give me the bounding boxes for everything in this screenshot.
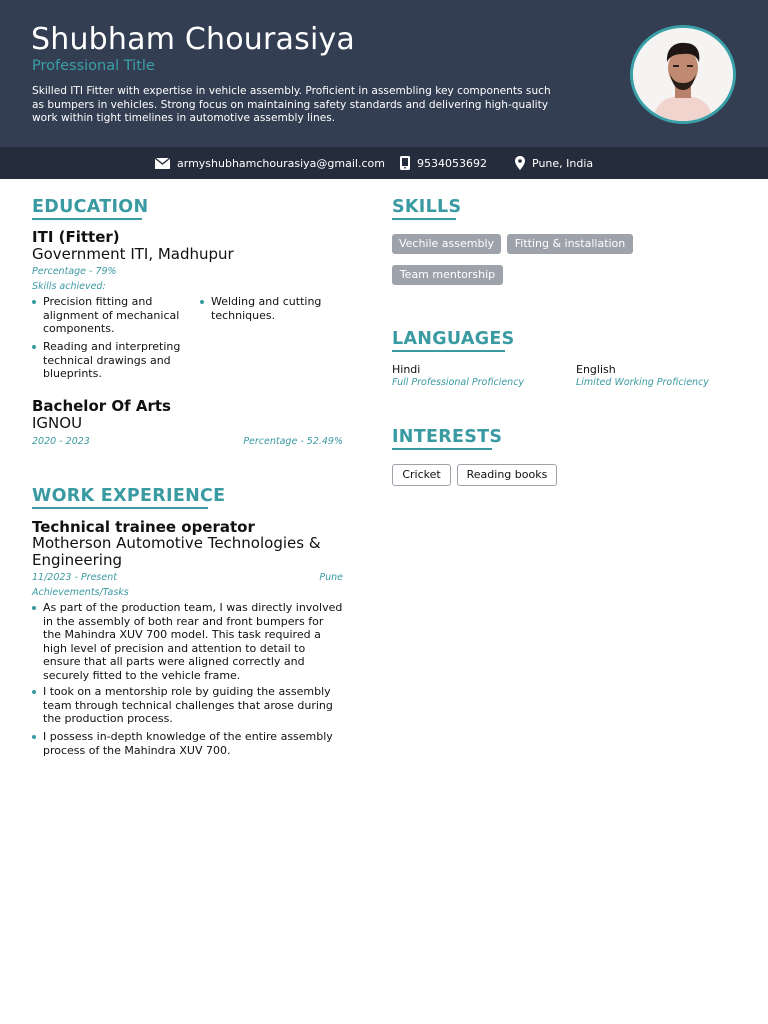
job-location: Pune (319, 572, 343, 583)
list-item: Welding and cutting techniques. (200, 295, 340, 322)
languages-underline (392, 350, 505, 352)
language-level: Limited Working Proficiency (576, 377, 709, 388)
skills-achieved-label: Skills achieved: (32, 281, 106, 292)
email-text: armyshubhamchourasiya@gmail.com (177, 156, 385, 170)
contact-email[interactable] (155, 147, 385, 179)
phone-text: 9534053692 (417, 156, 487, 170)
work-experience-underline (32, 507, 208, 509)
interests-heading: INTERESTS (392, 427, 503, 447)
envelope-icon (155, 158, 170, 169)
job-company: Motherson Automotive Technologies & Engineering (32, 534, 321, 569)
list-item: As part of the production team, I was directly involved in the assembly of both rear and front bumpers for the Mahindra XUV 700 model. This task required a high level of precision and attention to detail to ensure that all parts were aligned correctly and securely fitted to the vehicle frame. (32, 601, 344, 682)
education-underline (32, 218, 142, 220)
interest-tag: Cricket (392, 464, 451, 486)
education-heading: EDUCATION (32, 197, 149, 217)
list-item: I took on a mentorship role by guiding the assembly team through technical challenges that arose during the production process. (32, 685, 344, 726)
skill-tag: Team mentorship (392, 265, 503, 285)
list-item: Precision fitting and alignment of mechanical components. (32, 295, 182, 336)
education-school: Government ITI, Madhupur (32, 245, 234, 263)
contact-location (515, 147, 593, 179)
education-dates: 2020 - 2023 (32, 436, 90, 447)
skill-tag: Fitting & installation (507, 234, 633, 254)
job-role: Technical trainee operator (32, 518, 255, 536)
work-experience-heading: WORK EXPERIENCE (32, 486, 226, 506)
education-degree: Bachelor Of Arts (32, 397, 171, 415)
phone-icon (400, 156, 410, 170)
profile-photo (630, 25, 736, 124)
language-name: English (576, 363, 616, 376)
map-pin-icon (515, 156, 525, 170)
education-percentage: Percentage - 52.49% (243, 436, 343, 447)
skill-tag: Vechile assembly (392, 234, 501, 254)
education-percentage: Percentage - 79% (32, 266, 117, 277)
list-item: Reading and interpreting technical drawings and blueprints. (32, 340, 182, 381)
professional-title: Professional Title (32, 58, 155, 74)
language-level: Full Professional Proficiency (392, 377, 525, 388)
profile-summary: Skilled ITI Fitter with expertise in vehicle assembly. Proficient in assembling key components such as bumpers in vehicles. Strong focus on maintaining safety standards and delivering high-quality work within tight timelines in automotive assembly lines. (32, 85, 551, 124)
skills-underline (392, 218, 456, 220)
languages-heading: LANGUAGES (392, 329, 515, 349)
language-name: Hindi (392, 363, 421, 376)
skills-heading: SKILLS (392, 197, 462, 217)
interests-underline (392, 448, 492, 450)
location-text: Pune, India (532, 156, 594, 170)
resume-header (0, 0, 768, 147)
education-school: IGNOU (32, 414, 83, 432)
education-degree: ITI (Fitter) (32, 228, 120, 246)
contact-bar (0, 147, 768, 179)
job-dates: 11/2023 - Present (32, 572, 117, 583)
tasks-label: Achievements/Tasks (32, 587, 129, 598)
contact-phone[interactable] (400, 147, 487, 179)
list-item: I possess in-depth knowledge of the entire assembly process of the Mahindra XUV 700. (32, 730, 344, 757)
candidate-name: Shubham Chourasiya (31, 22, 356, 57)
interest-tag: Reading books (457, 464, 557, 486)
